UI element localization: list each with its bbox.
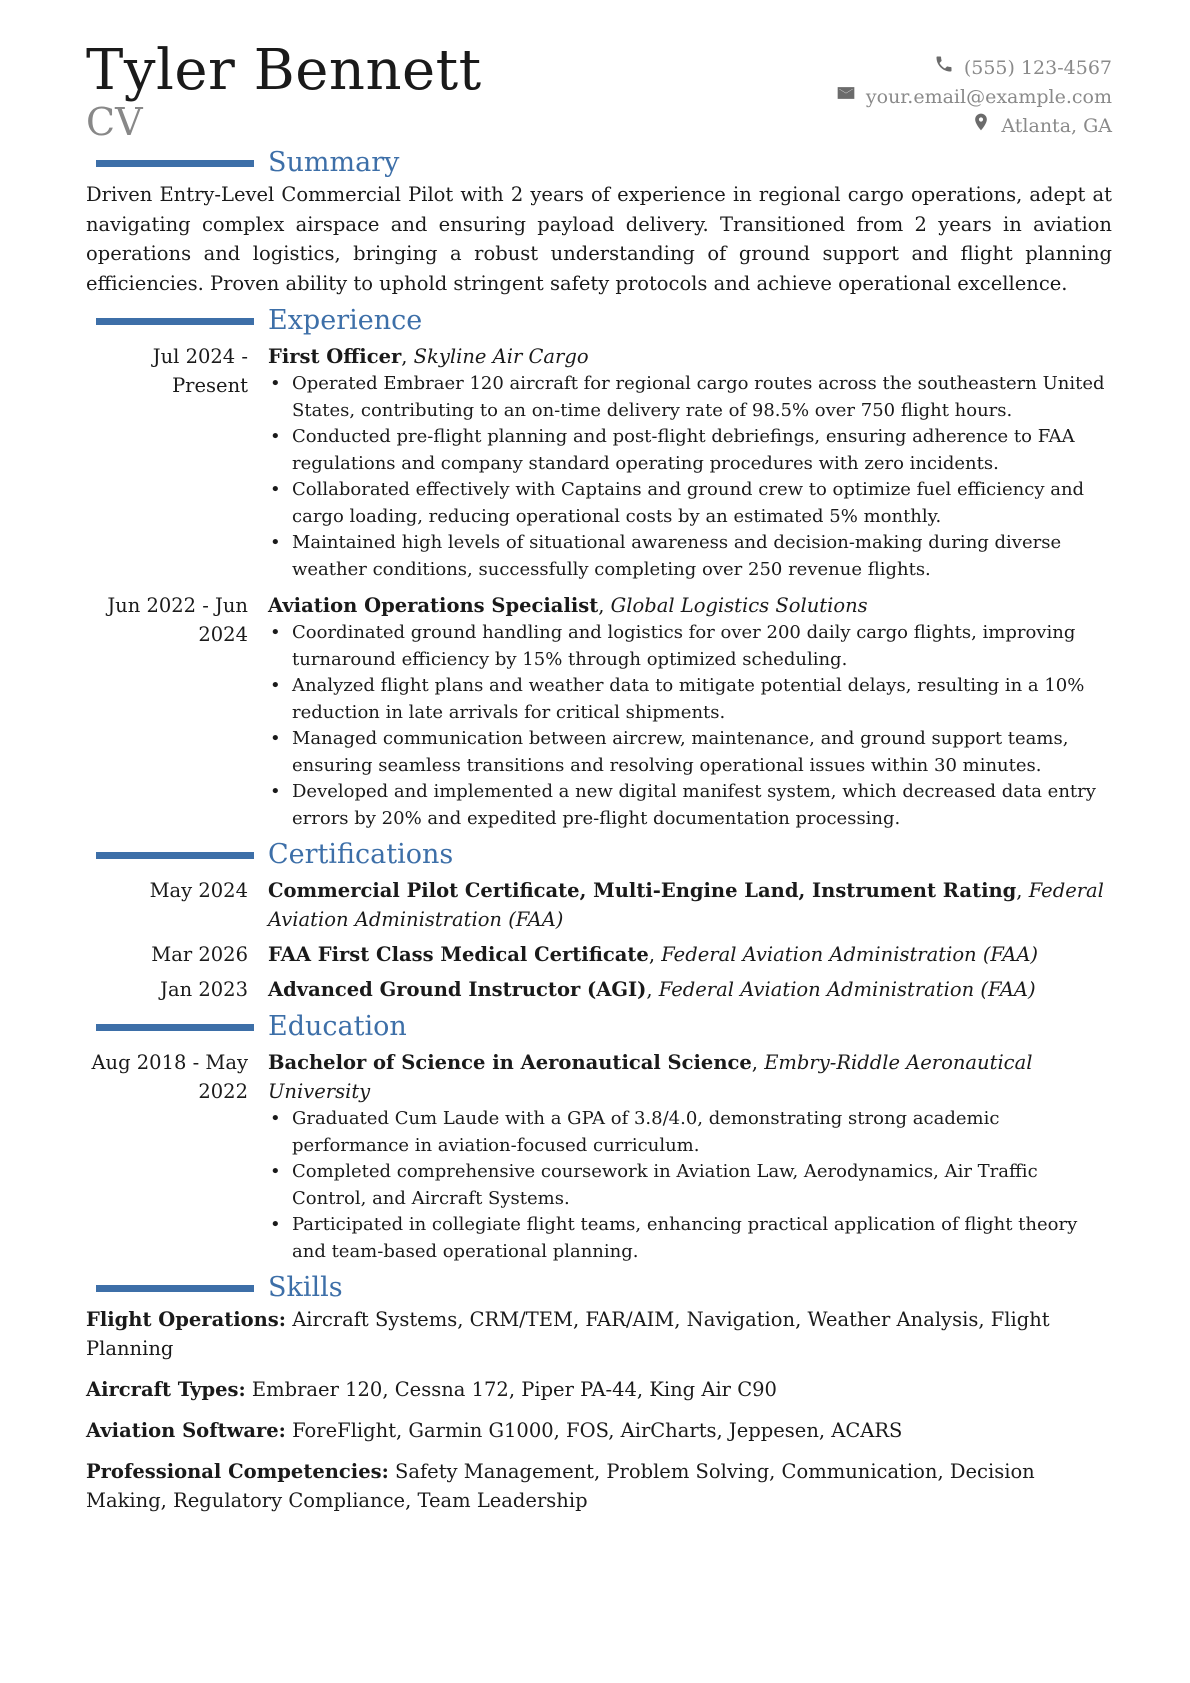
section-heading <box>86 838 1112 872</box>
experience-entry <box>86 342 1112 583</box>
candidate-name: Tyler Bennett <box>86 38 482 103</box>
contact-location <box>836 112 1112 141</box>
skill-values: Embraer 120, Cessna 172, Piper PA-44, King Air C90 <box>251 1378 777 1401</box>
entry-heading: First Officer, Skyline Air Cargo <box>268 345 589 368</box>
section-heading <box>86 1271 1112 1305</box>
education-section <box>86 1010 1112 1265</box>
skill-values: Safety Management, Problem Solving, Communication, Decision Making, Regulatory Compliance, Team Leadership <box>86 1460 1035 1512</box>
institution: Embry-Riddle Aeronautical University <box>268 1051 1033 1103</box>
list-item: • Managed communication between aircrew, maintenance, and ground support teams, ensuring seamless transitions and resolving operational issues within 30 minutes. <box>292 726 1112 779</box>
entry-date: Aug 2018 - May 2022 <box>91 1051 248 1103</box>
bullet-list <box>268 1106 1112 1265</box>
location-text: Atlanta, GA <box>1001 115 1112 137</box>
section-rule <box>96 318 254 325</box>
list-item: • Developed and implemented a new digital manifest system, which decreased data entry errors by 20% and expedited pre-flight documentation processing. <box>292 779 1112 832</box>
skill-label: Aviation Software: <box>86 1419 286 1442</box>
entry-heading: FAA First Class Medical Certificate, Federal Aviation Administration (FAA) <box>268 943 1039 966</box>
header <box>86 40 1112 142</box>
certification-title: Commercial Pilot Certificate, Multi-Engine Land, Instrument Rating <box>268 879 1017 902</box>
list-item: • Completed comprehensive coursework in Aviation Law, Aerodynamics, Air Traffic Control, and Aircraft Systems. <box>292 1159 1112 1212</box>
certification-title: FAA First Class Medical Certificate <box>268 943 649 966</box>
phone-number: (555) 123-4567 <box>963 57 1112 79</box>
list-item: • Graduated Cum Laude with a GPA of 3.8/4.0, demonstrating strong academic performance in aviation-focused curriculum. <box>292 1106 1112 1159</box>
skill-values: Aircraft Systems, CRM/TEM, FAR/AIM, Navigation, Weather Analysis, Flight Planning <box>86 1308 1050 1360</box>
email-address: your.email@example.com <box>865 86 1112 108</box>
certification-entry <box>86 975 1112 1004</box>
skill-row <box>86 1416 1112 1445</box>
entry-heading: Bachelor of Science in Aeronautical Science, Embry-Riddle Aeronautical University <box>268 1051 1033 1103</box>
list-item: • Maintained high levels of situational awareness and decision-making during diverse weather conditions, successfully completing over 250 revenue flights. <box>292 530 1112 583</box>
section-rule <box>96 852 254 859</box>
contact-email[interactable] <box>836 83 1112 112</box>
section-rule <box>96 160 254 167</box>
contact-block <box>836 54 1112 141</box>
section-title: Certifications <box>268 839 454 870</box>
section-heading <box>86 304 1112 338</box>
entry-date: May 2024 <box>149 879 248 902</box>
issuer: Federal Aviation Administration (FAA) <box>268 879 1104 931</box>
issuer: Federal Aviation Administration (FAA) <box>658 978 1036 1001</box>
employer: Skyline Air Cargo <box>413 345 589 368</box>
resume-page <box>86 40 1112 1527</box>
skill-row <box>86 1457 1112 1515</box>
entry-date: Jul 2024 - Present <box>152 345 248 397</box>
issuer: Federal Aviation Administration (FAA) <box>661 943 1039 966</box>
section-heading <box>86 146 1112 180</box>
list-item: • Coordinated ground handling and logistics for over 200 daily cargo flights, improving turnaround efficiency by 15% through optimized scheduling. <box>292 620 1112 673</box>
section-heading <box>86 1010 1112 1044</box>
entry-heading: Advanced Ground Instructor (AGI), Federal Aviation Administration (FAA) <box>268 978 1036 1001</box>
entry-heading: Commercial Pilot Certificate, Multi-Engine Land, Instrument Rating, Federal Aviation Administration (FAA) <box>268 879 1104 931</box>
entry-date: Jun 2022 - Jun 2024 <box>107 594 248 646</box>
experience-entry <box>86 591 1112 832</box>
certification-entry <box>86 876 1112 934</box>
certification-entry <box>86 940 1112 969</box>
section-title: Summary <box>268 147 400 178</box>
degree-title: Bachelor of Science in Aeronautical Science <box>268 1051 752 1074</box>
section-title: Experience <box>268 305 423 336</box>
skill-label: Aircraft Types: <box>86 1378 246 1401</box>
skill-label: Professional Competencies: <box>86 1460 389 1483</box>
bullet-list <box>268 371 1112 583</box>
section-title: Education <box>268 1011 407 1042</box>
map-pin-icon <box>971 112 991 141</box>
section-title: Skills <box>268 1272 343 1303</box>
envelope-icon <box>836 83 856 112</box>
employer: Global Logistics Solutions <box>610 594 868 617</box>
skill-label: Flight Operations: <box>86 1308 286 1331</box>
list-item: • Participated in collegiate flight teams, enhancing practical application of flight theory and team-based operational planning. <box>292 1212 1112 1265</box>
phone-icon <box>934 54 954 83</box>
bullet-list <box>268 620 1112 832</box>
list-item: • Operated Embraer 120 aircraft for regional cargo routes across the southeastern United States, contributing to an on-time delivery rate of 98.5% over 750 flight hours. <box>292 371 1112 424</box>
skill-values: ForeFlight, Garmin G1000, FOS, AirCharts, Jeppesen, ACARS <box>292 1419 903 1442</box>
section-rule <box>96 1024 254 1031</box>
experience-section <box>86 304 1112 832</box>
certifications-section <box>86 838 1112 1004</box>
entry-body <box>268 1048 1112 1265</box>
summary-text: Driven Entry-Level Commercial Pilot with 2 years of experience in regional cargo operations, adept at navigating complex airspace and ensuring payload delivery. Transitioned from 2 years in aviation operations and logistics, bringing a robust understanding of ground support and flight planning efficiencies. Proven ability to uphold stringent safety protocols and achieve operational excellence. <box>86 183 1112 295</box>
education-entry <box>86 1048 1112 1265</box>
entry-heading: Aviation Operations Specialist, Global Logistics Solutions <box>268 594 868 617</box>
document-subtitle: CV <box>86 100 143 144</box>
entry-body <box>268 342 1112 583</box>
list-item: • Conducted pre-flight planning and post-flight debriefings, ensuring adherence to FAA regulations and company standard operating procedures with zero incidents. <box>292 424 1112 477</box>
job-title: First Officer <box>268 345 402 368</box>
section-rule <box>96 1285 254 1292</box>
summary-section <box>86 146 1112 298</box>
list-item: • Analyzed flight plans and weather data to mitigate potential delays, resulting in a 10% reduction in late arrivals for critical shipments. <box>292 673 1112 726</box>
entry-date: Jan 2023 <box>160 978 248 1001</box>
skill-row <box>86 1305 1112 1363</box>
entry-date: Mar 2026 <box>151 943 248 966</box>
contact-phone[interactable] <box>836 54 1112 83</box>
list-item: • Collaborated effectively with Captains and ground crew to optimize fuel efficiency and cargo loading, reducing operational costs by an estimated 5% monthly. <box>292 477 1112 530</box>
entry-body <box>268 591 1112 832</box>
certification-title: Advanced Ground Instructor (AGI) <box>268 978 647 1001</box>
skills-section <box>86 1271 1112 1515</box>
job-title: Aviation Operations Specialist <box>268 594 599 617</box>
skill-row <box>86 1375 1112 1404</box>
